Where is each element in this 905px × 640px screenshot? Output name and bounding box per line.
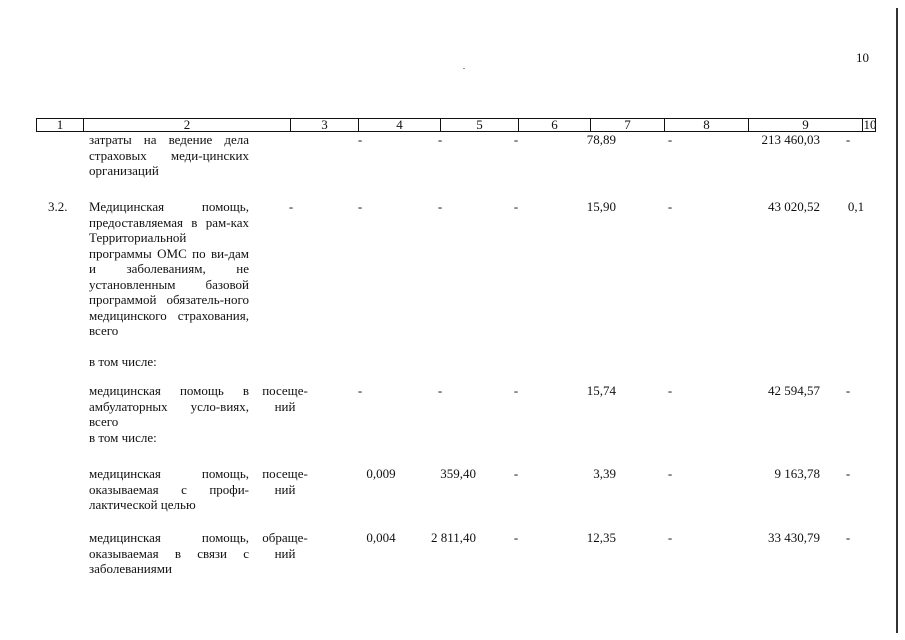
cell-col10: - [845,132,851,147]
cell-col3: посеще-ний [262,383,308,414]
cell-col6: - [513,383,519,398]
cell-col7: 12,35 [586,530,616,545]
cell-col7: 3,39 [593,466,616,481]
col-header-3: 3 [291,119,359,131]
cell-col9: 43 020,52 [768,199,820,214]
cell-col10: - [845,383,851,398]
col-header-5: 5 [441,119,519,131]
col-header-7: 7 [591,119,665,131]
cell-col4: - [357,199,363,214]
col-header-2: 2 [84,119,291,131]
cell-col8: - [667,383,673,398]
cell-col3: - [288,199,294,214]
cell-col5: 2 811,40 [430,530,476,545]
cell-col4: 0,004 [366,530,396,545]
row-description-tail: в том числе: [89,354,157,369]
row-description: затраты на ведение дела страховых меди-цинских организаций [89,132,249,178]
col-header-10: 10 [863,117,877,132]
cell-col5: - [437,383,443,398]
cell-col9: 9 163,78 [774,466,820,481]
table-header-row [36,118,876,132]
cell-col8: - [667,466,673,481]
col-header-1: 1 [37,119,84,131]
cell-col7: 15,90 [586,199,616,214]
cell-col6: - [513,199,519,214]
row-number: 3.2. [48,199,68,214]
cell-col9: 213 460,03 [761,132,820,147]
cell-col8: - [667,132,673,147]
cell-col10: 0,1 [847,199,865,214]
row-description: медицинская помощь, оказываемая с профи-лактической целью [89,466,249,512]
cell-col4: 0,009 [366,466,396,481]
cell-col10: - [845,466,851,481]
cell-col3: посеще-ний [262,466,308,497]
cell-col5: - [437,132,443,147]
cell-col6: - [513,132,519,147]
cell-col8: - [667,530,673,545]
col-header-4: 4 [359,119,441,131]
cell-col6: - [513,466,519,481]
cell-col4: - [357,132,363,147]
cell-col5: - [437,199,443,214]
col-header-6: 6 [519,119,591,131]
cell-col7: 78,89 [586,132,616,147]
cell-col8: - [667,199,673,214]
col-header-9: 9 [749,119,863,131]
cell-col3: обраще-ний [262,530,308,561]
col-header-8: 8 [665,119,749,131]
scan-speck [463,68,465,69]
row-description: Медицинская помощь, предоставляемая в рам-ках Территориальной программы ОМС по ви-дам и заболеваниям, не установленным базовой программой обязатель-ного медицинского страхования, всего [89,199,249,338]
cell-col5: 359,40 [440,466,476,481]
scan-edge-line [896,8,898,633]
cell-col6: - [513,530,519,545]
cell-col9: 33 430,79 [768,530,820,545]
cell-col4: - [357,383,363,398]
row-description-tail: в том числе: [89,430,157,445]
row-description: медицинская помощь, оказываемая в связи с заболеваниями [89,530,249,576]
cell-col9: 42 594,57 [768,383,820,398]
cell-col7: 15,74 [586,383,616,398]
row-description: медицинская помощь в амбулаторных усло-виях, всего [89,383,249,429]
cell-col10: - [845,530,851,545]
page-number: 10 [856,50,869,65]
